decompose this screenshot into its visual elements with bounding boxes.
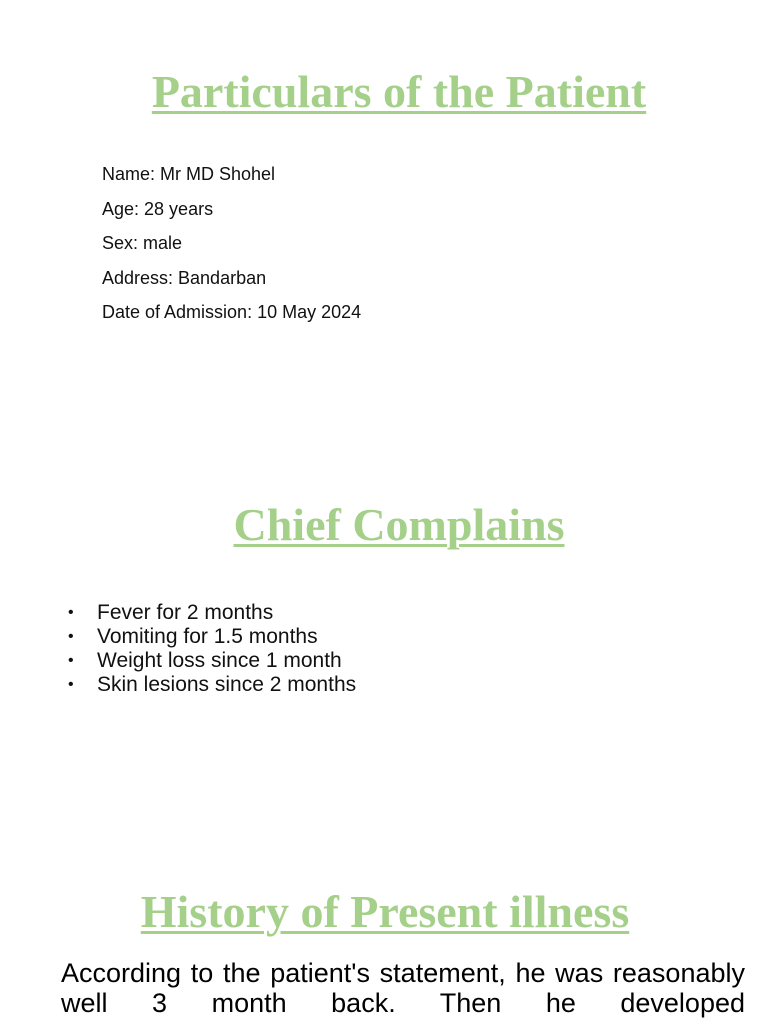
patient-particulars-list — [102, 162, 361, 335]
patient-address: Address: Bandarban — [102, 267, 267, 288]
bullet-icon: • — [68, 676, 74, 693]
chief-complains-heading: Chief Complains — [233, 499, 565, 550]
admission-date: Date of Admission: 10 May 2024 — [102, 302, 362, 322]
complaint-text: Weight loss since 1 month — [97, 649, 342, 672]
complaint-text: Fever for 2 months — [97, 601, 274, 624]
complaint-text: Vomiting for 1.5 months — [97, 625, 318, 648]
chief-complains-list — [68, 601, 356, 697]
bullet-icon: • — [68, 652, 74, 669]
complaint-item — [68, 673, 356, 697]
patient-name: Name: Mr MD Shohel — [102, 164, 276, 184]
complaint-item — [68, 625, 356, 649]
patient-age: Age: 28 years — [102, 198, 214, 219]
bullet-icon: • — [68, 628, 74, 645]
bullet-icon: • — [68, 604, 74, 621]
history-paragraph: According to the patient's statement, he was reasonably well 3 month back. Then he developed — [61, 958, 745, 1018]
patient-sex: Sex: male — [102, 233, 183, 253]
complaint-item — [68, 649, 356, 673]
complaint-text: Skin lesions since 2 months — [97, 673, 357, 696]
history-heading: History of Present illness — [140, 886, 630, 937]
complaint-item — [68, 601, 356, 625]
particulars-heading: Particulars of the Patient — [151, 66, 647, 117]
